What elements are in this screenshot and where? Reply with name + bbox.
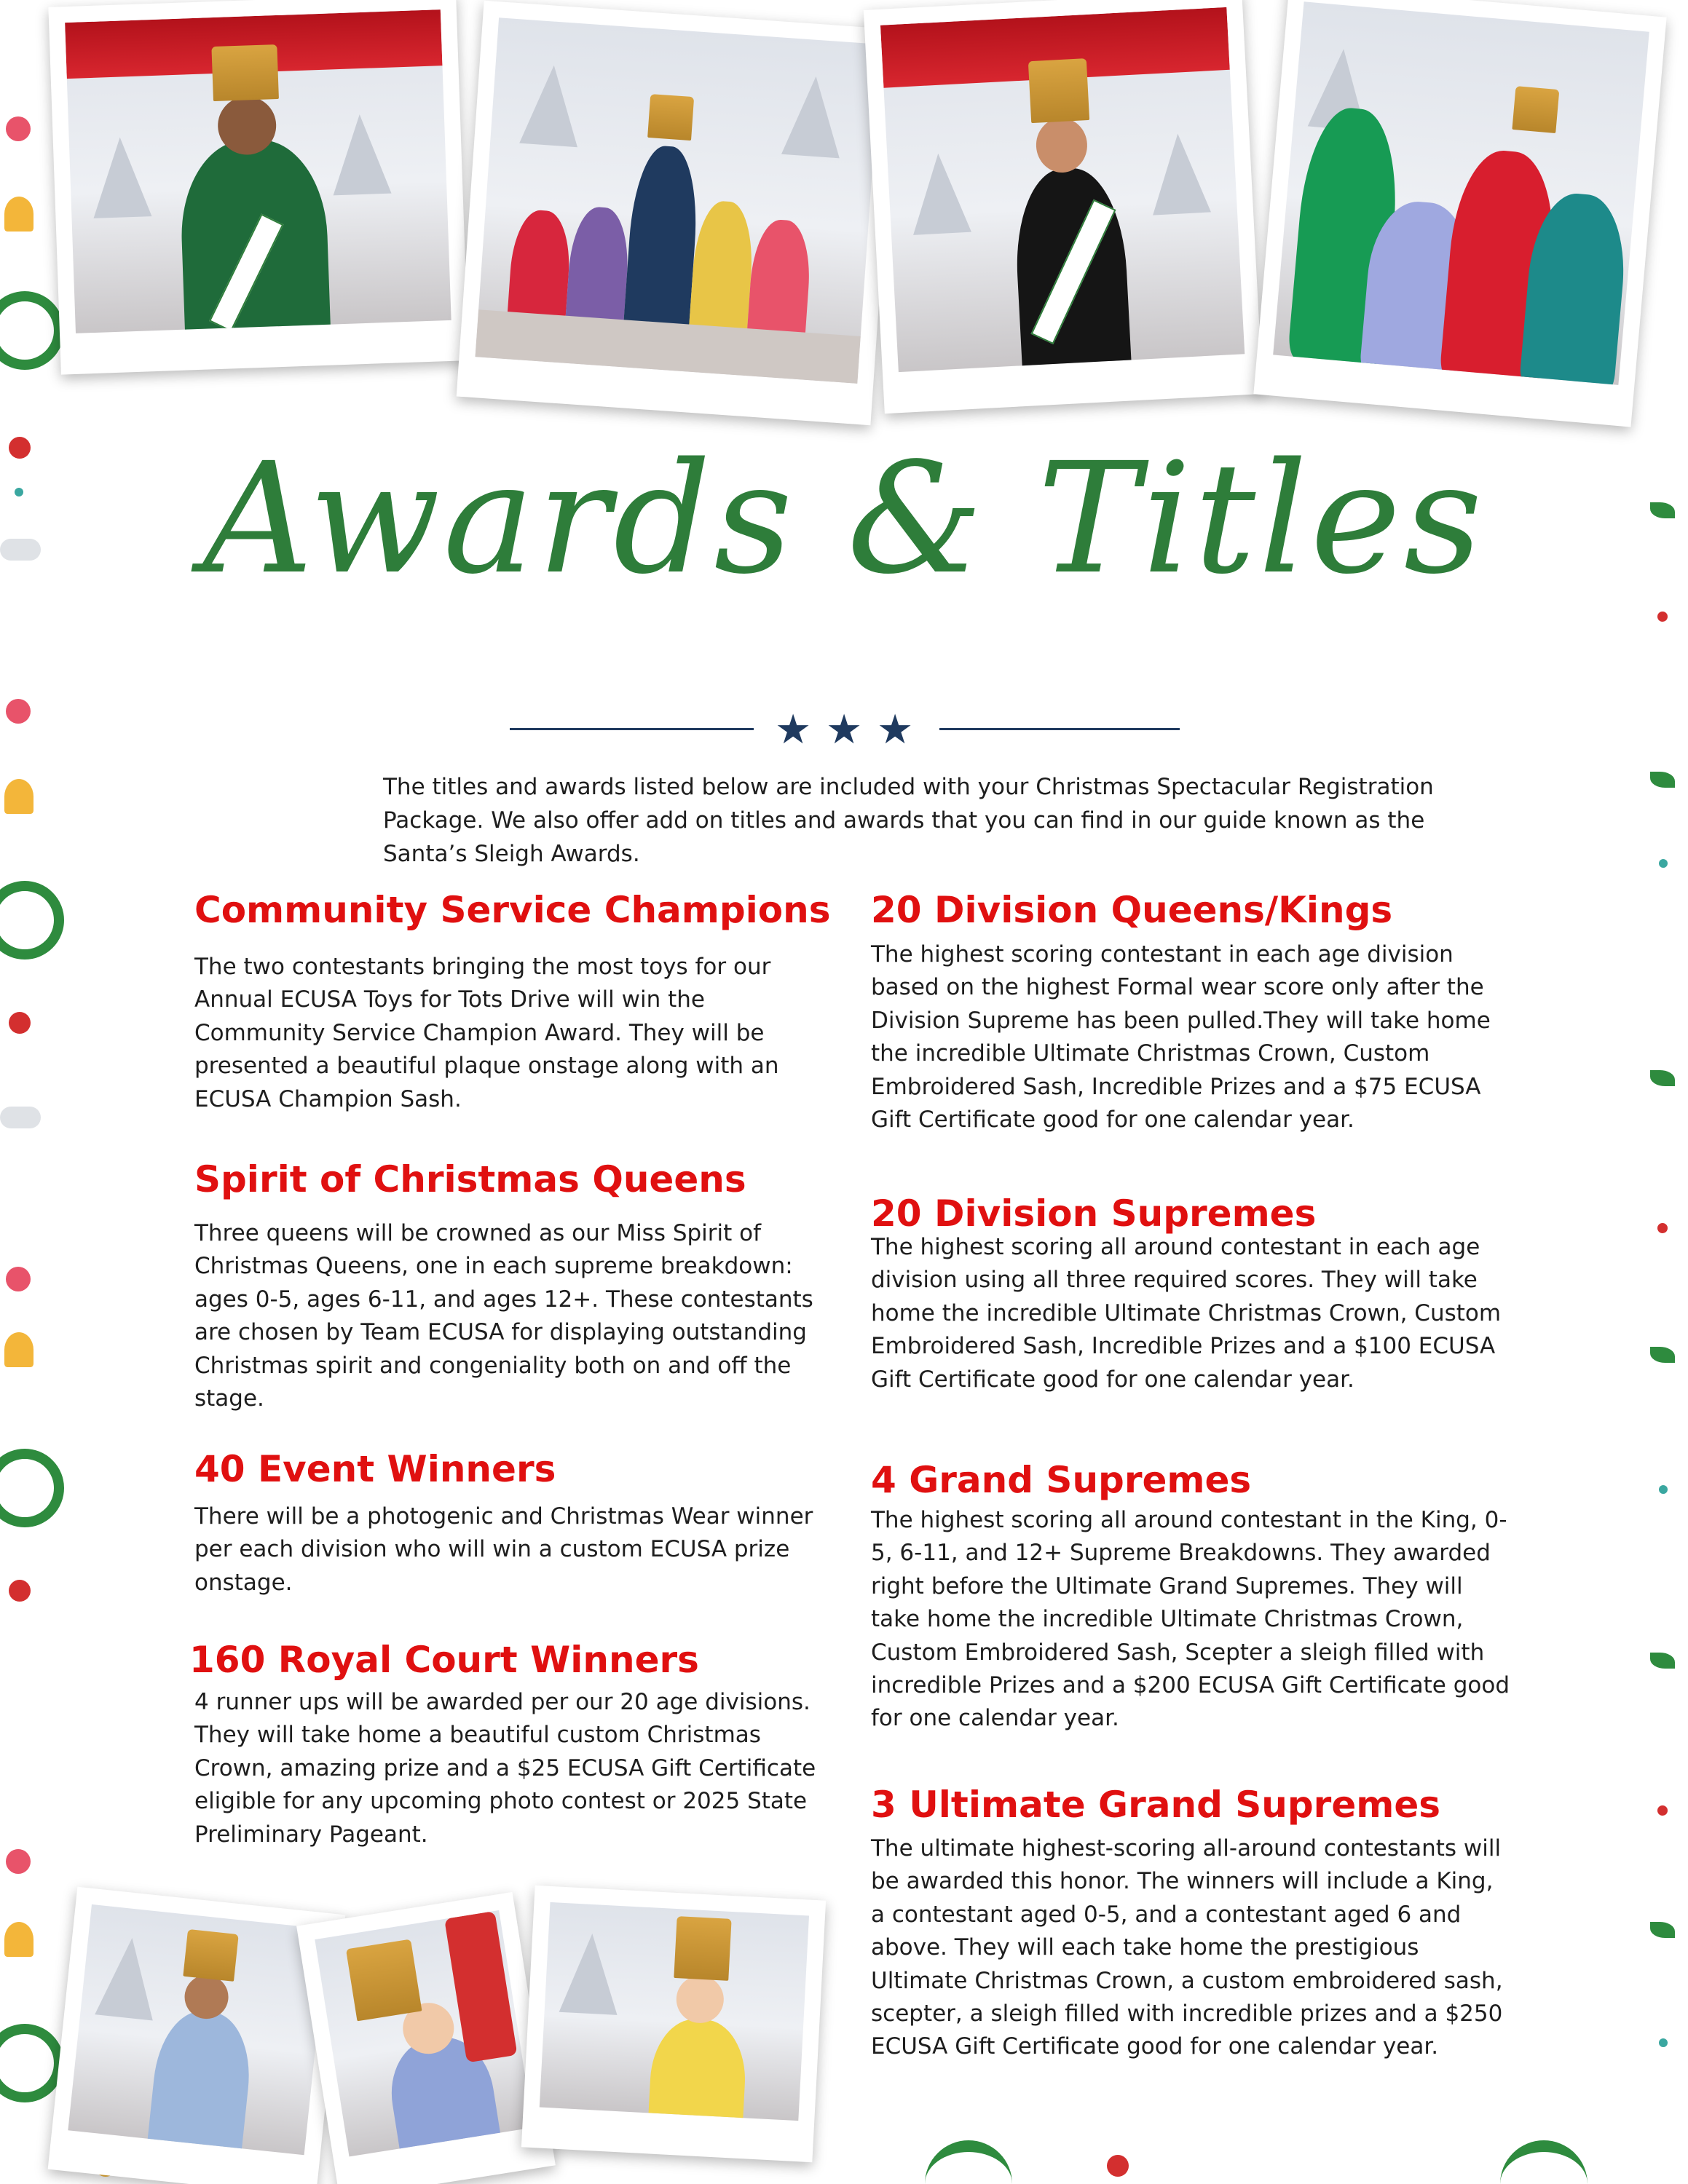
divider-line-right (939, 728, 1180, 730)
intro-paragraph: The titles and awards listed below are included with your Christmas Spectacular Registration Package. We also offer add on titles and awards that you can find in our guide known as the Santa’s Sleigh Awards. (383, 774, 1434, 867)
dot-icon (1659, 859, 1668, 868)
wreath-icon (1500, 2140, 1588, 2184)
body-community-service-champions: The two contestants bringing the most toys for our Annual ECUSA Toys for Tots Drive will win the Community Service Champion Award. They will be presented a beautiful plaque onstage along with an ECUSA Champion Sash. (194, 954, 779, 1112)
photo-queens-in-gowns (1253, 0, 1666, 427)
heading-spirit-of-christmas-queens: Spirit of Christmas Queens (194, 1158, 746, 1200)
body-160-royal-court-winners: 4 runner ups will be awarded per our 20 age divisions. They will take home a beautiful custom Christmas Crown, amazing prize and a $25 ECUSA Gift Certificate eligible for any upcoming photo contest or 2025 State Preliminary Pageant. (194, 1689, 816, 1848)
body-40-event-winners: There will be a photogenic and Christmas Wear winner per each division who will win a custom ECUSA prize onstage. (194, 1503, 813, 1596)
wreath-icon (925, 2140, 1012, 2184)
leaf-icon (1650, 1070, 1675, 1086)
page-title: Awards & Titles (202, 430, 1486, 608)
body-20-division-supremes: The highest scoring all around contestant in each age division using all three required scores. They will take home the incredible Ultimate Christmas Crown, Custom Embroidered Sash, Incredible Prizes and a $100 ECUSA Gift Certificate good for one calendar year. (871, 1234, 1502, 1393)
leaf-icon (1650, 1347, 1675, 1363)
bell-icon (4, 1332, 33, 1367)
heading-community-service-champions: Community Service Champions (194, 889, 831, 931)
leaf-icon (1650, 1653, 1675, 1669)
dot-icon (1657, 612, 1668, 622)
wreath-icon (0, 291, 64, 370)
ornament-icon (6, 1267, 31, 1291)
holly-icon (9, 1580, 31, 1602)
wreath-icon (0, 1449, 64, 1527)
body-spirit-of-christmas-queens: Three queens will be crowned as our Miss Spirit of Christmas Queens, one in each supreme breakdown: ages 0-5, ages 6-11, and ages 12+. These contestants are chosen by Team ECUSA for displaying outstanding Christmas spirit and congeniality both on and off the stage. (194, 1220, 813, 1412)
body-20-division-queens-kings: The highest scoring contestant in each age division based on the highest Formal wear score only after the Division Supreme has been pulled.They will take home the incredible Ultimate Christmas Crown, Custom Embroidered Sash, Incredible Prizes and a $75 ECUSA Gift Certificate good for one calendar year. (871, 941, 1491, 1133)
wreath-icon (0, 2024, 64, 2102)
dot-icon (1659, 2038, 1668, 2047)
body-3-ultimate-grand-supremes: The ultimate highest-scoring all-around contestants will be awarded this honor. The winners will include a King, a contestant aged 0-5, and a contestant aged 6 and above. They will each take home the prestigious Ultimate Christmas Crown, a custom embroidered sash, scepter, a sleigh filled with incredible prizes and a $250 ECUSA Gift Certificate good for one calendar year. (871, 1835, 1503, 2060)
dot-icon (1657, 1805, 1668, 1816)
holly-icon (9, 1012, 31, 1034)
bell-icon (4, 1922, 33, 1957)
left-christmas-border (0, 0, 51, 2184)
heading-160-royal-court-winners: 160 Royal Court Winners (189, 1639, 699, 1681)
photo-queen-green-gown (48, 0, 468, 375)
ornament-icon (6, 1849, 31, 1874)
heading-20-division-queens-kings: 20 Division Queens/Kings (871, 889, 1393, 931)
ornament-icon (6, 116, 31, 141)
ornament-icon (1107, 2155, 1129, 2177)
photo-toddler-crowned (296, 1892, 556, 2184)
photo-woman-black-dress (864, 0, 1263, 414)
wreath-icon (0, 881, 64, 960)
ornament-icon (6, 699, 31, 724)
body-4-grand-supremes: The highest scoring all around contestant in the King, 0-5, 6-11, and 12+ Supreme Breakdowns. They awarded right before the Ultimate Grand Supremes. They will take home the incredible Ultimate Christmas Crown, Custom Embroidered Sash, Scepter a sleigh filled with incredible Prizes and a $200 ECUSA Gift Certificate good for one calendar year. (871, 1507, 1510, 1732)
heading-4-grand-supremes: 4 Grand Supremes (871, 1459, 1252, 1501)
leaf-icon (1650, 1922, 1675, 1938)
leaf-icon (1650, 772, 1675, 788)
heading-40-event-winners: 40 Event Winners (194, 1448, 556, 1490)
star-icon: ★ (826, 706, 863, 753)
star-icon: ★ (775, 706, 812, 753)
heading-3-ultimate-grand-supremes: 3 Ultimate Grand Supremes (871, 1784, 1441, 1826)
dot-icon (1657, 1223, 1668, 1233)
right-christmas-border (1637, 0, 1688, 2184)
dot-icon (1659, 1485, 1668, 1494)
cloud-icon (0, 1107, 41, 1128)
photo-girl-yellow-dress (521, 1886, 826, 2162)
bell-icon (4, 197, 33, 232)
star-icon: ★ (877, 706, 914, 753)
divider-line-left (510, 728, 754, 730)
photo-group-of-children (457, 1, 899, 425)
bell-icon (4, 779, 33, 814)
heading-20-division-supremes: 20 Division Supremes (871, 1192, 1317, 1235)
